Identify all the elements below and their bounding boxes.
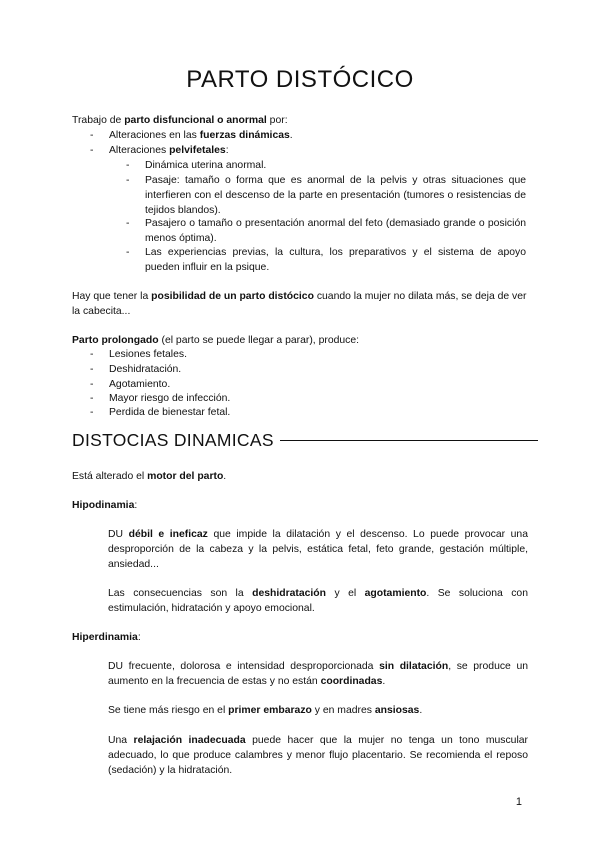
list-item: - Pasaje: tamaño o forma que es anormal de la pelvis y otras situaciones que interfieren con el descenso de la parte en presentación (tumores o resistencias de tejidos blandos). bbox=[126, 175, 526, 216]
page-number: 1 bbox=[515, 796, 522, 808]
subheading-hipodinamia: Hipodinamia: bbox=[72, 500, 138, 511]
page-title: PARTO DISTÓCICO bbox=[186, 66, 414, 93]
document-page: PARTO DISTÓCICO Trabajo de parto disfuncional o anormal por: - Alteraciones en las fuerzas dinámicas. - Alteraciones pelvifetales: - Dinámica uterina anormal. - Pasaje: tamaño o forma que es anormal de la pelvis y otras situaciones que interfieren con el descenso de la parte en presentación (tumores o resistencias de tejidos blandos). - Pasajero o tamaño o presentación anormal del feto (demasiado grande o posición menos óptima). - Las experiencias previas, la cultura, los preparativos y el sistema de apoyo pueden influir en la psique. Hay que tener la posibilidad de un parto distócico cuando la mujer no dilata más, se deja de ver la cabecita... Parto prolongado (el parto se puede llegar a parar), produce: - Lesiones fetales. - Deshidratación. - Agotamiento. - Mayor riesgo de infección. - Perdida de bienestar fetal. DISTOCIAS DINAMICAS Está alterado el motor del parto. Hipodinamia: DU débil e ineficaz que impide la dilatación y el descenso. Lo puede provocar una desproporción de la cabeza y la pelvis, estática fetal, feto grande, gestación múltiple, ansiedad... Las consecuencias son la deshidratación y el agotamiento. Se soluciona con estimulación, hidratación y apoyo emocional. Hiperdinamia: DU frecuente, dolorosa e intensidad desproporcionada sin dilatación, se produce un aumento en la frecuencia de estas y no están coordinadas. Se tiene más riesgo en el primer embarazo y en madres ansiosas. Una relajación inadecuada puede hacer que la mujer no tenga un tono muscular adecuado, lo que produce calambres y menor flujo placentario. Se recomienda el reposo (sedación) y la hidratación. 1 bbox=[0, 0, 600, 848]
paragraph: DU frecuente, dolorosa e intensidad desproporcionada sin dilatación, se produce un aumento en la frecuencia de estas y no están coordinadas. bbox=[108, 661, 528, 687]
paragraph: Las consecuencias son la deshidratación y el agotamiento. Se soluciona con estimulación, hidratación y apoyo emocional. bbox=[108, 588, 528, 614]
paragraph: DU débil e ineficaz que impide la dilatación y el descenso. Lo puede provocar una desproporción de la cabeza y la pelvis, estática fetal, feto grande, gestación múltiple, ansiedad... bbox=[108, 529, 528, 570]
paragraph: Parto prolongado (el parto se puede llegar a parar), produce: bbox=[72, 335, 360, 346]
paragraph: Está alterado el motor del parto. bbox=[72, 471, 227, 482]
heading-rule bbox=[280, 440, 538, 442]
section-heading: DISTOCIAS DINAMICAS bbox=[72, 430, 538, 451]
paragraph: Se tiene más riesgo en el primer embarazo y en madres ansiosas. bbox=[108, 705, 423, 716]
paragraph: Hay que tener la posibilidad de un parto distócico cuando la mujer no dilata más, se deja de ver la cabecita... bbox=[72, 291, 527, 317]
list-item: - Las experiencias previas, la cultura, los preparativos y el sistema de apoyo pueden influir en la psique. bbox=[126, 247, 526, 273]
subheading-hiperdinamia: Hiperdinamia: bbox=[72, 632, 141, 643]
paragraph: Una relajación inadecuada puede hacer que la mujer no tenga un tono muscular adecuado, lo que produce calambres y menor flujo placentario. Se recomienda el reposo (sedación) y la hidratación. bbox=[108, 735, 528, 776]
intro-line: Trabajo de parto disfuncional o anormal por: bbox=[72, 115, 288, 126]
list-item: - Pasajero o tamaño o presentación anormal del feto (demasiado grande o posición menos óptima). bbox=[126, 218, 526, 244]
list-item: - Dinámica uterina anormal. bbox=[126, 160, 267, 171]
